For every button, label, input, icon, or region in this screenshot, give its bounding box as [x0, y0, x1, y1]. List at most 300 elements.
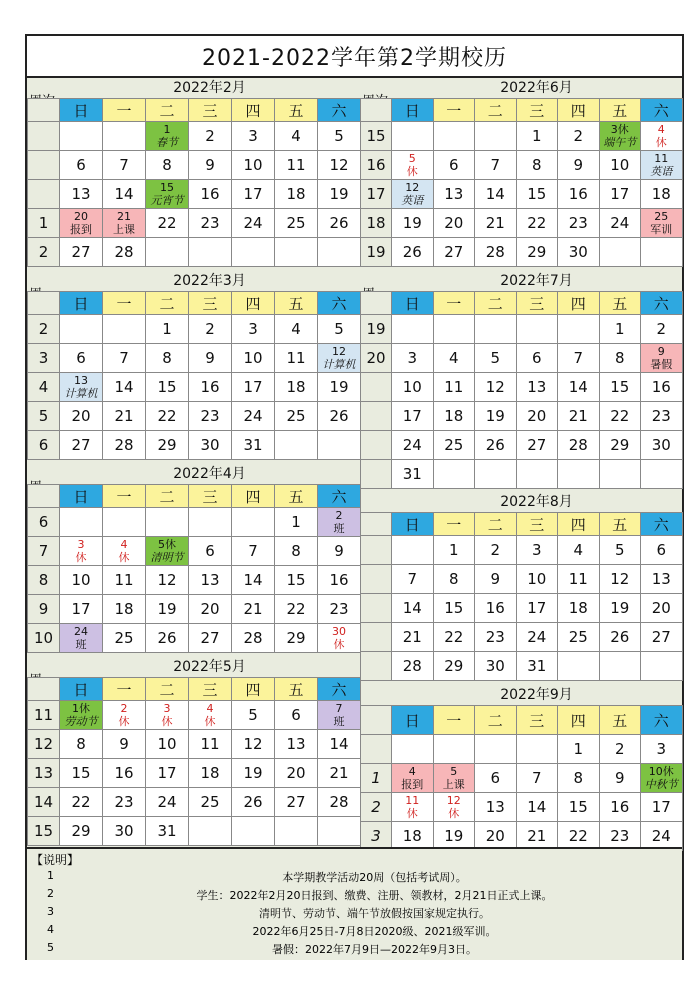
- weekday-header: 五: [599, 99, 641, 122]
- day-cell: 14: [475, 180, 517, 209]
- day-cell: 15 元宵节: [146, 180, 189, 209]
- week-number: 17: [361, 180, 392, 209]
- day-cell: 17: [392, 402, 434, 431]
- day-cell: 6: [475, 764, 517, 793]
- day-cell: 30: [103, 817, 146, 846]
- weekday-header: 五: [275, 678, 318, 701]
- week-number: [28, 151, 60, 180]
- day-cell: 26: [146, 624, 189, 653]
- day-cell: 27: [60, 238, 103, 267]
- day-cell: 17: [516, 594, 558, 623]
- month-title-jun: 2022年6月: [500, 80, 573, 96]
- week-number: 4: [28, 373, 60, 402]
- day-cell: 29: [275, 624, 318, 653]
- weekday-header: 一: [433, 292, 475, 315]
- note-item: [27, 869, 682, 887]
- week-number: [361, 460, 392, 489]
- week-number: 5: [28, 402, 60, 431]
- month-title-mar: 2022年3月: [173, 273, 246, 289]
- day-cell: [599, 652, 641, 681]
- day-cell: 29: [60, 817, 103, 846]
- note-number: 2: [47, 887, 54, 900]
- day-cell: 20: [275, 759, 318, 788]
- week-header-cell: [361, 513, 392, 536]
- note-number: 1: [47, 869, 54, 882]
- weekday-header: 二: [146, 99, 189, 122]
- day-cell: [516, 315, 558, 344]
- day-cell: 4: [275, 315, 318, 344]
- day-cell: [232, 817, 275, 846]
- day-cell: 31: [392, 460, 434, 489]
- day-cell: 18: [275, 373, 318, 402]
- weekday-header: 日: [392, 99, 434, 122]
- weekday-header: 二: [475, 99, 517, 122]
- week-number: 15: [361, 122, 392, 151]
- day-cell: 14: [558, 373, 600, 402]
- day-cell: 23: [189, 209, 232, 238]
- day-cell: 9: [318, 537, 361, 566]
- day-cell: [189, 817, 232, 846]
- week-header-cell: [28, 678, 60, 701]
- day-cell: 20: [641, 594, 683, 623]
- weekday-header: 一: [433, 706, 475, 735]
- week-number: 6: [28, 431, 60, 460]
- weekday-header: 日: [392, 292, 434, 315]
- note-item: [27, 941, 682, 959]
- day-cell: [641, 238, 683, 267]
- weekday-header: 六: [641, 292, 683, 315]
- day-cell: 18: [103, 595, 146, 624]
- day-cell: 16: [189, 180, 232, 209]
- day-cell: 9: [189, 151, 232, 180]
- week-number: [28, 180, 60, 209]
- day-cell: [103, 508, 146, 537]
- day-cell: [433, 315, 475, 344]
- day-cell: 8: [60, 730, 103, 759]
- day-cell: 26: [318, 402, 361, 431]
- week-number: 12: [28, 730, 60, 759]
- day-cell: 14: [103, 373, 146, 402]
- day-cell: [475, 460, 517, 489]
- weekday-header: 一: [433, 99, 475, 122]
- day-cell: 8: [146, 344, 189, 373]
- note-number: 4: [47, 923, 54, 936]
- day-cell: 9: [103, 730, 146, 759]
- day-cell: [433, 735, 475, 764]
- week-number: 10: [28, 624, 60, 653]
- week-number: 2: [28, 315, 60, 344]
- week-number: 19: [361, 238, 392, 267]
- day-cell: 23: [189, 402, 232, 431]
- day-cell: 20: [475, 822, 517, 851]
- week-number: [361, 735, 392, 764]
- day-cell: 19: [232, 759, 275, 788]
- day-cell: 25: [558, 623, 600, 652]
- day-cell: [558, 652, 600, 681]
- day-cell: 2 休: [103, 701, 146, 730]
- week-number: [361, 623, 392, 652]
- day-cell: [232, 238, 275, 267]
- week-number: 18: [361, 209, 392, 238]
- day-cell: 4: [433, 344, 475, 373]
- weekday-header: 四: [558, 99, 600, 122]
- day-cell: 1休 劳动节: [60, 701, 103, 730]
- day-cell: [392, 735, 434, 764]
- day-cell: 23: [318, 595, 361, 624]
- day-cell: 21: [516, 822, 558, 851]
- day-cell: 1: [558, 735, 600, 764]
- week-header-cell: [361, 706, 392, 735]
- day-cell: [516, 460, 558, 489]
- day-cell: 28: [103, 238, 146, 267]
- day-cell: 13: [60, 180, 103, 209]
- day-cell: 19: [146, 595, 189, 624]
- day-cell: 9: [189, 344, 232, 373]
- day-cell: 9: [558, 151, 600, 180]
- note-item: [27, 923, 682, 941]
- month-title-feb: 2022年2月: [173, 80, 246, 96]
- day-cell: 16: [641, 373, 683, 402]
- day-cell: 8: [433, 565, 475, 594]
- weekday-header: 一: [433, 513, 475, 536]
- day-cell: 8: [599, 344, 641, 373]
- day-cell: 6: [433, 151, 475, 180]
- weekday-header: 日: [60, 292, 103, 315]
- day-cell: 25: [275, 402, 318, 431]
- day-cell: 23: [103, 788, 146, 817]
- week-number: [28, 122, 60, 151]
- day-cell: 10: [232, 151, 275, 180]
- day-cell: 6: [189, 537, 232, 566]
- day-cell: 3: [232, 315, 275, 344]
- weekday-header: 四: [558, 706, 600, 735]
- day-cell: 12: [232, 730, 275, 759]
- day-cell: 9 暑假: [641, 344, 683, 373]
- day-cell: 16: [475, 594, 517, 623]
- day-cell: 7: [558, 344, 600, 373]
- day-cell: 28: [318, 788, 361, 817]
- day-cell: [433, 460, 475, 489]
- weekday-header: 二: [475, 513, 517, 536]
- day-cell: [189, 508, 232, 537]
- week-number: 3: [28, 344, 60, 373]
- day-cell: [189, 238, 232, 267]
- weekday-header: 日: [60, 678, 103, 701]
- day-cell: 18: [189, 759, 232, 788]
- day-cell: 22: [558, 822, 600, 851]
- week-number: 6: [28, 508, 60, 537]
- day-cell: 19: [599, 594, 641, 623]
- day-cell: 11 休: [392, 793, 434, 822]
- day-cell: 24 班: [60, 624, 103, 653]
- day-cell: 18: [275, 180, 318, 209]
- day-cell: [146, 508, 189, 537]
- day-cell: 31: [146, 817, 189, 846]
- day-cell: 23: [475, 623, 517, 652]
- week-number: 1: [361, 764, 392, 793]
- calendar-sheet: [25, 34, 684, 960]
- day-cell: 10: [60, 566, 103, 595]
- week-number: 15: [28, 817, 60, 846]
- day-cell: 5 上课: [433, 764, 475, 793]
- week-number: [361, 652, 392, 681]
- day-cell: 7: [103, 344, 146, 373]
- month-title-jul: 2022年7月: [500, 273, 573, 289]
- day-cell: [475, 735, 517, 764]
- week-header-cell: [361, 99, 392, 122]
- week-number: 13: [28, 759, 60, 788]
- weekday-header: 日: [392, 706, 434, 735]
- week-number: 1: [28, 209, 60, 238]
- week-header-cell: [28, 292, 60, 315]
- day-cell: [60, 315, 103, 344]
- day-cell: 8: [275, 537, 318, 566]
- day-cell: 5休 清明节: [146, 537, 189, 566]
- day-cell: 3: [232, 122, 275, 151]
- day-cell: 25: [433, 431, 475, 460]
- day-cell: 28: [392, 652, 434, 681]
- day-cell: 5: [318, 122, 361, 151]
- day-cell: 24: [232, 402, 275, 431]
- day-cell: 11 英语: [641, 151, 683, 180]
- weekday-header: 三: [516, 292, 558, 315]
- day-cell: 20: [433, 209, 475, 238]
- note-item: [27, 905, 682, 923]
- day-cell: 10: [392, 373, 434, 402]
- day-cell: 8: [558, 764, 600, 793]
- day-cell: 2: [189, 315, 232, 344]
- day-cell: 3 休: [60, 537, 103, 566]
- month-title-sep: 2022年9月: [500, 687, 573, 703]
- day-cell: 10: [146, 730, 189, 759]
- day-cell: 13: [475, 793, 517, 822]
- day-cell: [318, 431, 361, 460]
- week-number: 3: [361, 822, 392, 851]
- day-cell: 2: [558, 122, 600, 151]
- weekday-header: 二: [475, 292, 517, 315]
- day-cell: 10: [516, 565, 558, 594]
- day-cell: 27: [516, 431, 558, 460]
- day-cell: [275, 817, 318, 846]
- week-header-cell: [361, 292, 392, 315]
- day-cell: 24: [599, 209, 641, 238]
- day-cell: 30: [475, 652, 517, 681]
- day-cell: 1: [275, 508, 318, 537]
- day-cell: 23: [641, 402, 683, 431]
- day-cell: 17: [641, 793, 683, 822]
- day-cell: 15: [146, 373, 189, 402]
- day-cell: 17: [599, 180, 641, 209]
- note-number: 5: [47, 941, 54, 954]
- day-cell: [558, 315, 600, 344]
- day-cell: 4 休: [189, 701, 232, 730]
- day-cell: [599, 238, 641, 267]
- day-cell: 18: [641, 180, 683, 209]
- day-cell: 22: [599, 402, 641, 431]
- day-cell: 20: [516, 402, 558, 431]
- week-number: 20: [361, 344, 392, 373]
- day-cell: 19: [318, 180, 361, 209]
- note-text: 学生：2022年2月20日报到、缴费、注册、领教材，2月21日正式上课。: [196, 889, 553, 902]
- day-cell: 14: [392, 594, 434, 623]
- month-title-may: 2022年5月: [173, 659, 246, 675]
- day-cell: 4 报到: [392, 764, 434, 793]
- day-cell: 14: [103, 180, 146, 209]
- week-number: [361, 594, 392, 623]
- day-cell: 17: [232, 373, 275, 402]
- notes-section: [27, 847, 682, 960]
- week-number: 14: [28, 788, 60, 817]
- day-cell: [599, 460, 641, 489]
- day-cell: 31: [516, 652, 558, 681]
- day-cell: 7: [475, 151, 517, 180]
- weekday-header: 二: [146, 678, 189, 701]
- day-cell: 16: [189, 373, 232, 402]
- day-cell: 7 班: [318, 701, 361, 730]
- day-cell: 26: [475, 431, 517, 460]
- day-cell: [60, 508, 103, 537]
- day-cell: 11: [275, 151, 318, 180]
- day-cell: 2: [641, 315, 683, 344]
- day-cell: 15: [558, 793, 600, 822]
- day-cell: 21: [232, 595, 275, 624]
- weekday-header: 三: [516, 99, 558, 122]
- day-cell: [318, 238, 361, 267]
- day-cell: 28: [103, 431, 146, 460]
- day-cell: 6: [60, 344, 103, 373]
- day-cell: 7: [392, 565, 434, 594]
- note-item: [27, 887, 682, 905]
- day-cell: 9: [599, 764, 641, 793]
- day-cell: [641, 460, 683, 489]
- day-cell: 15: [516, 180, 558, 209]
- weekday-header: 五: [275, 485, 318, 508]
- page-title: 2021-2022学年第2学期校历: [27, 36, 682, 78]
- day-cell: 16: [599, 793, 641, 822]
- day-cell: 1: [599, 315, 641, 344]
- day-cell: 30: [641, 431, 683, 460]
- weekday-header: 三: [189, 99, 232, 122]
- weekday-header: 二: [475, 706, 517, 735]
- weekday-header: 一: [103, 485, 146, 508]
- day-cell: 12: [599, 565, 641, 594]
- day-cell: 12: [475, 373, 517, 402]
- weekday-header: 六: [641, 706, 683, 735]
- day-cell: 26: [232, 788, 275, 817]
- day-cell: 29: [599, 431, 641, 460]
- weekday-header: 四: [232, 485, 275, 508]
- week-number: 8: [28, 566, 60, 595]
- day-cell: 20: [189, 595, 232, 624]
- day-cell: 16: [103, 759, 146, 788]
- day-cell: 3: [641, 735, 683, 764]
- week-number: [361, 565, 392, 594]
- day-cell: 4: [275, 122, 318, 151]
- weekday-header: 三: [516, 513, 558, 536]
- day-cell: 7: [232, 537, 275, 566]
- day-cell: 2: [475, 536, 517, 565]
- day-cell: [275, 238, 318, 267]
- day-cell: 13: [189, 566, 232, 595]
- day-cell: 26: [599, 623, 641, 652]
- month-title-apr: 2022年4月: [173, 466, 246, 482]
- day-cell: 1 春节: [146, 122, 189, 151]
- day-cell: 11: [433, 373, 475, 402]
- day-cell: 29: [146, 431, 189, 460]
- day-cell: 29: [433, 652, 475, 681]
- weekday-header: 五: [599, 513, 641, 536]
- day-cell: [558, 460, 600, 489]
- day-cell: 7: [103, 151, 146, 180]
- note-text: 本学期教学活动20周（包括考试周）。: [282, 871, 467, 884]
- day-cell: 24: [232, 209, 275, 238]
- weekday-header: 三: [516, 706, 558, 735]
- day-cell: 3: [392, 344, 434, 373]
- weekday-header: 六: [318, 485, 361, 508]
- day-cell: [392, 536, 434, 565]
- day-cell: [318, 817, 361, 846]
- day-cell: 28: [558, 431, 600, 460]
- week-number: [361, 402, 392, 431]
- day-cell: [60, 122, 103, 151]
- day-cell: 10: [599, 151, 641, 180]
- day-cell: 6: [516, 344, 558, 373]
- weekday-header: 四: [232, 678, 275, 701]
- day-cell: 16: [318, 566, 361, 595]
- day-cell: 30 休: [318, 624, 361, 653]
- day-cell: 15: [275, 566, 318, 595]
- weekday-header: 六: [318, 678, 361, 701]
- weekday-header: 一: [103, 292, 146, 315]
- day-cell: 10休 中秋节: [641, 764, 683, 793]
- week-number: 7: [28, 537, 60, 566]
- day-cell: [475, 315, 517, 344]
- day-cell: 24: [146, 788, 189, 817]
- day-cell: 27: [433, 238, 475, 267]
- day-cell: 25: [189, 788, 232, 817]
- week-number: 2: [28, 238, 60, 267]
- day-cell: 5: [599, 536, 641, 565]
- day-cell: 2: [189, 122, 232, 151]
- day-cell: 11: [189, 730, 232, 759]
- weekday-header: 三: [189, 292, 232, 315]
- week-header-cell: [28, 99, 60, 122]
- week-header-cell: [28, 485, 60, 508]
- day-cell: 19: [392, 209, 434, 238]
- day-cell: 24: [516, 623, 558, 652]
- day-cell: 2: [599, 735, 641, 764]
- day-cell: 9: [475, 565, 517, 594]
- day-cell: 11: [103, 566, 146, 595]
- day-cell: 6: [60, 151, 103, 180]
- month-title-aug: 2022年8月: [500, 494, 573, 510]
- note-text: 暑假：2022年7月9日—2022年9月3日。: [272, 943, 477, 956]
- day-cell: 15: [599, 373, 641, 402]
- day-cell: 14: [318, 730, 361, 759]
- day-cell: 14: [232, 566, 275, 595]
- day-cell: 22: [516, 209, 558, 238]
- day-cell: [146, 238, 189, 267]
- day-cell: 7: [516, 764, 558, 793]
- day-cell: 27: [275, 788, 318, 817]
- weekday-header: 三: [189, 485, 232, 508]
- day-cell: 25 军训: [641, 209, 683, 238]
- day-cell: 3: [516, 536, 558, 565]
- day-cell: 24: [641, 822, 683, 851]
- day-cell: [232, 508, 275, 537]
- day-cell: 5: [475, 344, 517, 373]
- day-cell: 20: [60, 402, 103, 431]
